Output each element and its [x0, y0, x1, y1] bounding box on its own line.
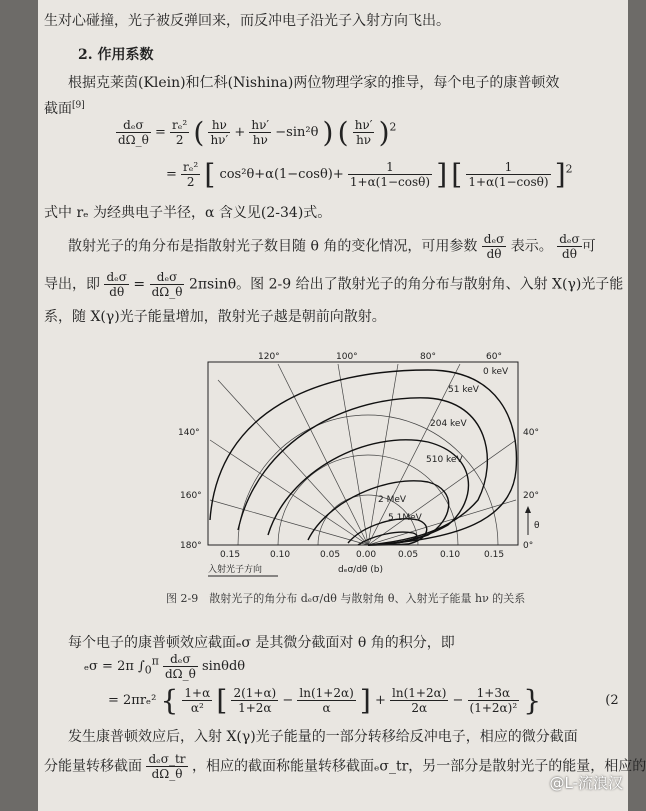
- paragraph-line: 式中 rₑ 为经典电子半径，α 含义见(2-34)式。: [44, 205, 332, 221]
- theta-label: θ: [534, 521, 540, 531]
- angle-label: 160°: [180, 491, 202, 501]
- incident-direction-label: 入射光子方向: [208, 565, 263, 575]
- energy-label: 2 MeV: [378, 495, 407, 505]
- angle-label: 180°: [180, 541, 202, 551]
- angle-label: 60°: [486, 352, 502, 362]
- equation-cross-section: ₑσ = 2π $\int_0^\pi$ $\frac{\text{dₑσ}}{d\Omega\_\theta}$ sinθdθ: [84, 652, 246, 681]
- angle-label: 20°: [523, 491, 539, 501]
- angle-label: 0°: [523, 541, 534, 551]
- energy-curves: [210, 370, 516, 545]
- watermark-text: @L-流浪汉: [549, 774, 623, 792]
- equation-klein-nishina-expanded: = $\frac{\text{rₑ²}}{2}$ [ cos²θ+α(1−cosθ)+ $\frac{1}{1+\alpha(1-\cos\theta)}$ ] [ $\frac{1}{1+\alpha(1-\cos\theta)}$ ]$^2$: [166, 158, 573, 191]
- paragraph-line: 发生康普顿效应后，入射 X(γ)光子能量的一部分转移给反冲电子，相应的微分截面: [68, 729, 578, 745]
- x-tick: 0.10: [270, 550, 291, 560]
- x-axis-label: dₑσ/dθ (b): [338, 565, 384, 575]
- energy-label: 510 keV: [426, 455, 463, 465]
- x-tick: 0.15: [220, 550, 241, 560]
- paragraph-line: 系，随 X(γ)光子能量增加，散射光子越是朝前向散射。: [44, 309, 386, 325]
- angle-label: 120°: [258, 352, 280, 362]
- angle-label: 40°: [523, 428, 539, 438]
- figure-caption: 图 2-9 散射光子的角分布 dₑσ/dθ 与散射角 θ、入射光子能量 hν 的关系: [166, 592, 526, 605]
- energy-label: 204 keV: [430, 419, 467, 429]
- paragraph-line: 导出，即 $\frac{\text{dₑσ}}{d\theta}$ = $\frac{\text{dₑσ}}{d\Omega\_\theta}$ 2πsinθ。图 2-9 给出了散射光子的角分布与散射角、入射 X(γ)光子能: [44, 270, 624, 299]
- x-tick: 0.15: [484, 550, 505, 560]
- paragraph-line: 每个电子的康普顿效应截面ₑσ 是其微分截面对 θ 角的积分，即: [68, 635, 455, 651]
- x-tick: 0.05: [398, 550, 419, 560]
- angular-distribution-figure: [178, 350, 568, 580]
- paragraph-line: 分能量转移截面 $\frac{\text{dₑσ\_tr}}{d\Omega\_\theta}$ ，相应的截面称能量转移截面ₑσ_tr，另一部分是散射光子的能量，相应的: [44, 752, 646, 781]
- book-page: [38, 0, 646, 811]
- energy-label: 0 keV: [483, 367, 509, 377]
- x-tick: 0.00: [356, 550, 377, 560]
- angle-labels: [178, 352, 539, 551]
- x-tick-labels: [220, 550, 504, 560]
- energy-label: 5.1MeV: [388, 513, 422, 523]
- angle-label: 80°: [420, 352, 436, 362]
- x-tick: 0.05: [320, 550, 341, 560]
- energy-label: 51 keV: [448, 385, 479, 395]
- section-heading: 2. 作用系数: [78, 47, 154, 63]
- paragraph-line: 截面[9]: [44, 100, 85, 117]
- paragraph-line: 根据克莱茵(Klein)和仁科(Nishina)两位物理学家的推导，每个电子的康普顿效: [68, 75, 560, 91]
- x-tick: 0.10: [440, 550, 461, 560]
- angle-label: 100°: [336, 352, 358, 362]
- equation-klein-nishina: $\frac{\text{dₑσ}}{d\Omega\_\theta}$ = $\frac{\text{rₑ²}}{2}$ ( $\frac{h\nu}{h\nu'}$ + $\frac{h\nu'}{h\nu}$ −sin²θ ) ( $\frac{h\nu'}{h\nu}$ )$^2$: [118, 116, 397, 149]
- paragraph-line: 散射光子的角分布是指散射光子数目随 θ 角的变化情况，可用参数 $\frac{\text{dₑσ}}{d\theta}$ 表示。 $\frac{\text{dₑσ}}{d\theta}$ 可: [68, 232, 596, 261]
- angle-label: 140°: [178, 428, 200, 438]
- equation-number: (2: [605, 693, 619, 708]
- text-line-top: 生对心碰撞，光子被反弹回来，而反冲电子沿光子入射方向飞出。: [44, 13, 450, 29]
- equation-cross-section-result: = 2πrₑ² { $\frac{1+\alpha}{\text{α²}}$ [ $\frac{2(1+\alpha)}{1+2\alpha}$ − $\frac{\ln(1+2\alpha)}{\alpha}$ ] + $\frac{\ln(1+2\alpha)}{2\alpha}$ − $\frac{1+3\alpha}{\text{(1+2α)²}}$ } (2: [108, 684, 619, 717]
- reference-mark: [9]: [72, 100, 85, 111]
